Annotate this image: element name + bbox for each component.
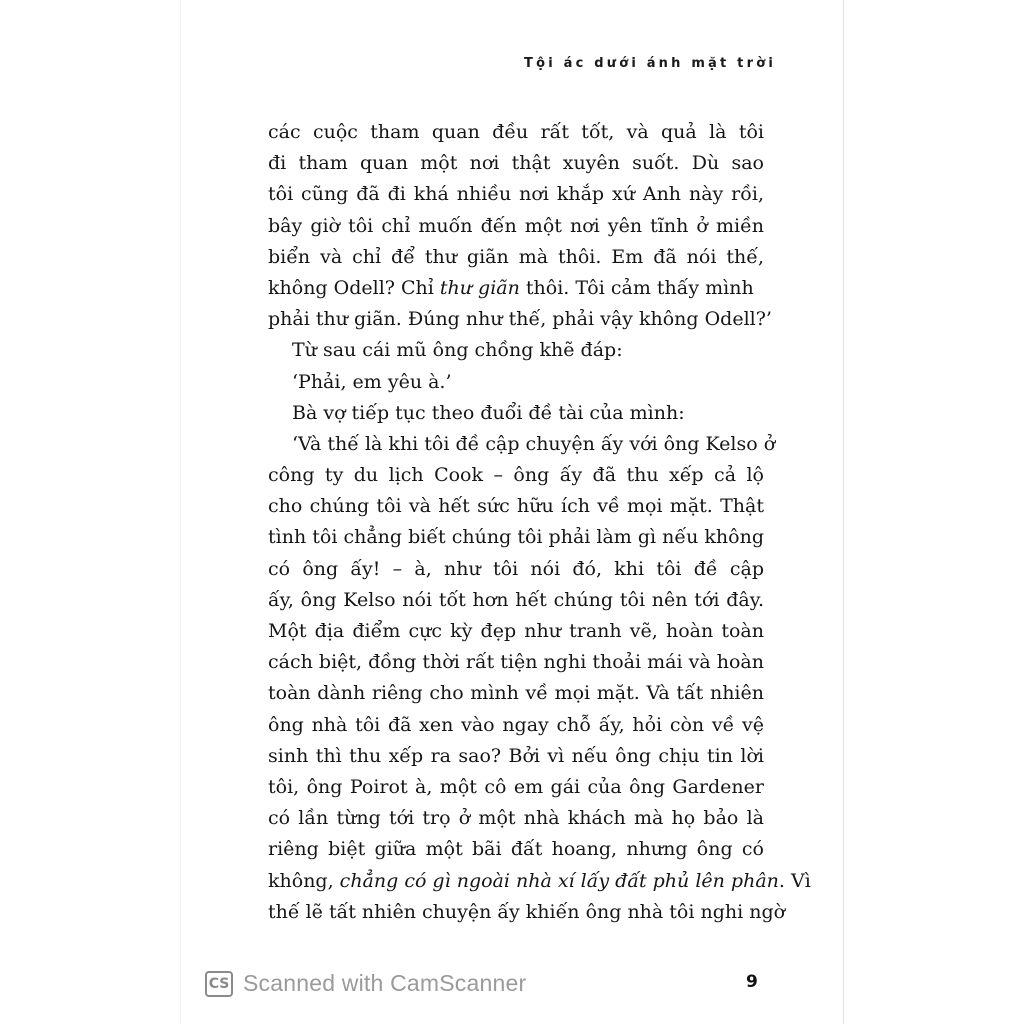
text-line: Bà vợ tiếp tục theo đuổi đề tài của mình: [292,401,685,424]
text-line: công ty du lịch Cook – ông ấy đã thu xếp cả lộ [268,464,764,487]
text-line: cách biệt, đồng thời rất tiện nghi thoải mái và hoàn [268,651,764,674]
text-line: Từ sau cái mũ ông chồng khẽ đáp: [292,339,623,362]
text-line: toàn dành riêng cho mình về mọi mặt. Và tất nhiên [268,682,764,705]
text-segment: . Vì [778,869,811,892]
page-number: 9 [746,972,758,992]
text-line: phải thư giãn. Đúng như thế, phải vậy không Odell?’ [268,308,772,331]
text-line [268,273,764,304]
text-segment: thôi. Tôi cảm thấy mình [519,276,754,299]
text-line-composite [268,273,754,304]
text-line: bây giờ tôi chỉ muốn đến một nơi yên tĩnh ở miền [268,214,764,237]
italic-segment: chẳng có gì ngoài nhà xí lấy đất phủ lên phân [339,869,779,892]
text-line: riêng biệt giữa một bãi đất hoang, nhưng ông có [268,838,764,861]
watermark-text: Scanned with CamScanner [243,970,527,996]
text-line: đi tham quan một nơi thật xuyên suốt. Dù sao [268,152,764,175]
text-line [268,866,811,897]
camscanner-watermark [205,970,526,997]
text-line: ấy, ông Kelso nói tốt hơn hết chúng tôi nên tới đây. [268,588,764,611]
text-line: tình tôi chẳng biết chúng tôi phải làm gì nếu không [268,526,764,549]
italic-segment: thư giãn [439,276,520,299]
text-line: sinh thì thu xếp ra sao? Bởi vì nếu ông chịu tin lời [268,744,764,767]
text-segment: không Odell? Chỉ [268,276,440,299]
text-line: cho chúng tôi và hết sức hữu ích về mọi mặt. Thật [268,495,764,518]
text-line: Một địa điểm cực kỳ đẹp như tranh vẽ, hoàn toàn [268,620,764,642]
body-text [268,117,811,928]
page-edge-left [180,0,181,1024]
text-line: thế lẽ tất nhiên chuyện ấy khiến ông nhà tôi nghi ngờ [268,900,786,923]
page-edge-right [843,0,844,1024]
text-line: biển và chỉ để thư giãn mà thôi. Em đã nói thế, [268,245,764,268]
text-line: ‘Và thế là khi tôi đề cập chuyện ấy với ông Kelso ở [292,432,776,455]
running-header: Tội ác dưới ánh mặt trời [524,56,776,71]
text-line: các cuộc tham quan đều rất tốt, và quả là tôi [268,121,764,143]
text-line: có ông ấy! – à, như tôi nói đó, khi tôi đề cập [268,557,764,580]
text-line: ‘Phải, em yêu à.’ [292,370,452,393]
text-line: có lần từng tới trọ ở một nhà khách mà họ bảo là [268,807,764,830]
camscanner-logo-icon: CS [205,971,233,997]
text-line: tôi, ông Poirot à, một cô em gái của ông Gardener [268,775,764,798]
text-line: tôi cũng đã đi khá nhiều nơi khắp xứ Anh này rồi, [268,183,764,206]
text-line: ông nhà tôi đã xen vào ngay chỗ ấy, hỏi còn về vệ [268,713,764,736]
text-segment: không, [268,869,340,892]
